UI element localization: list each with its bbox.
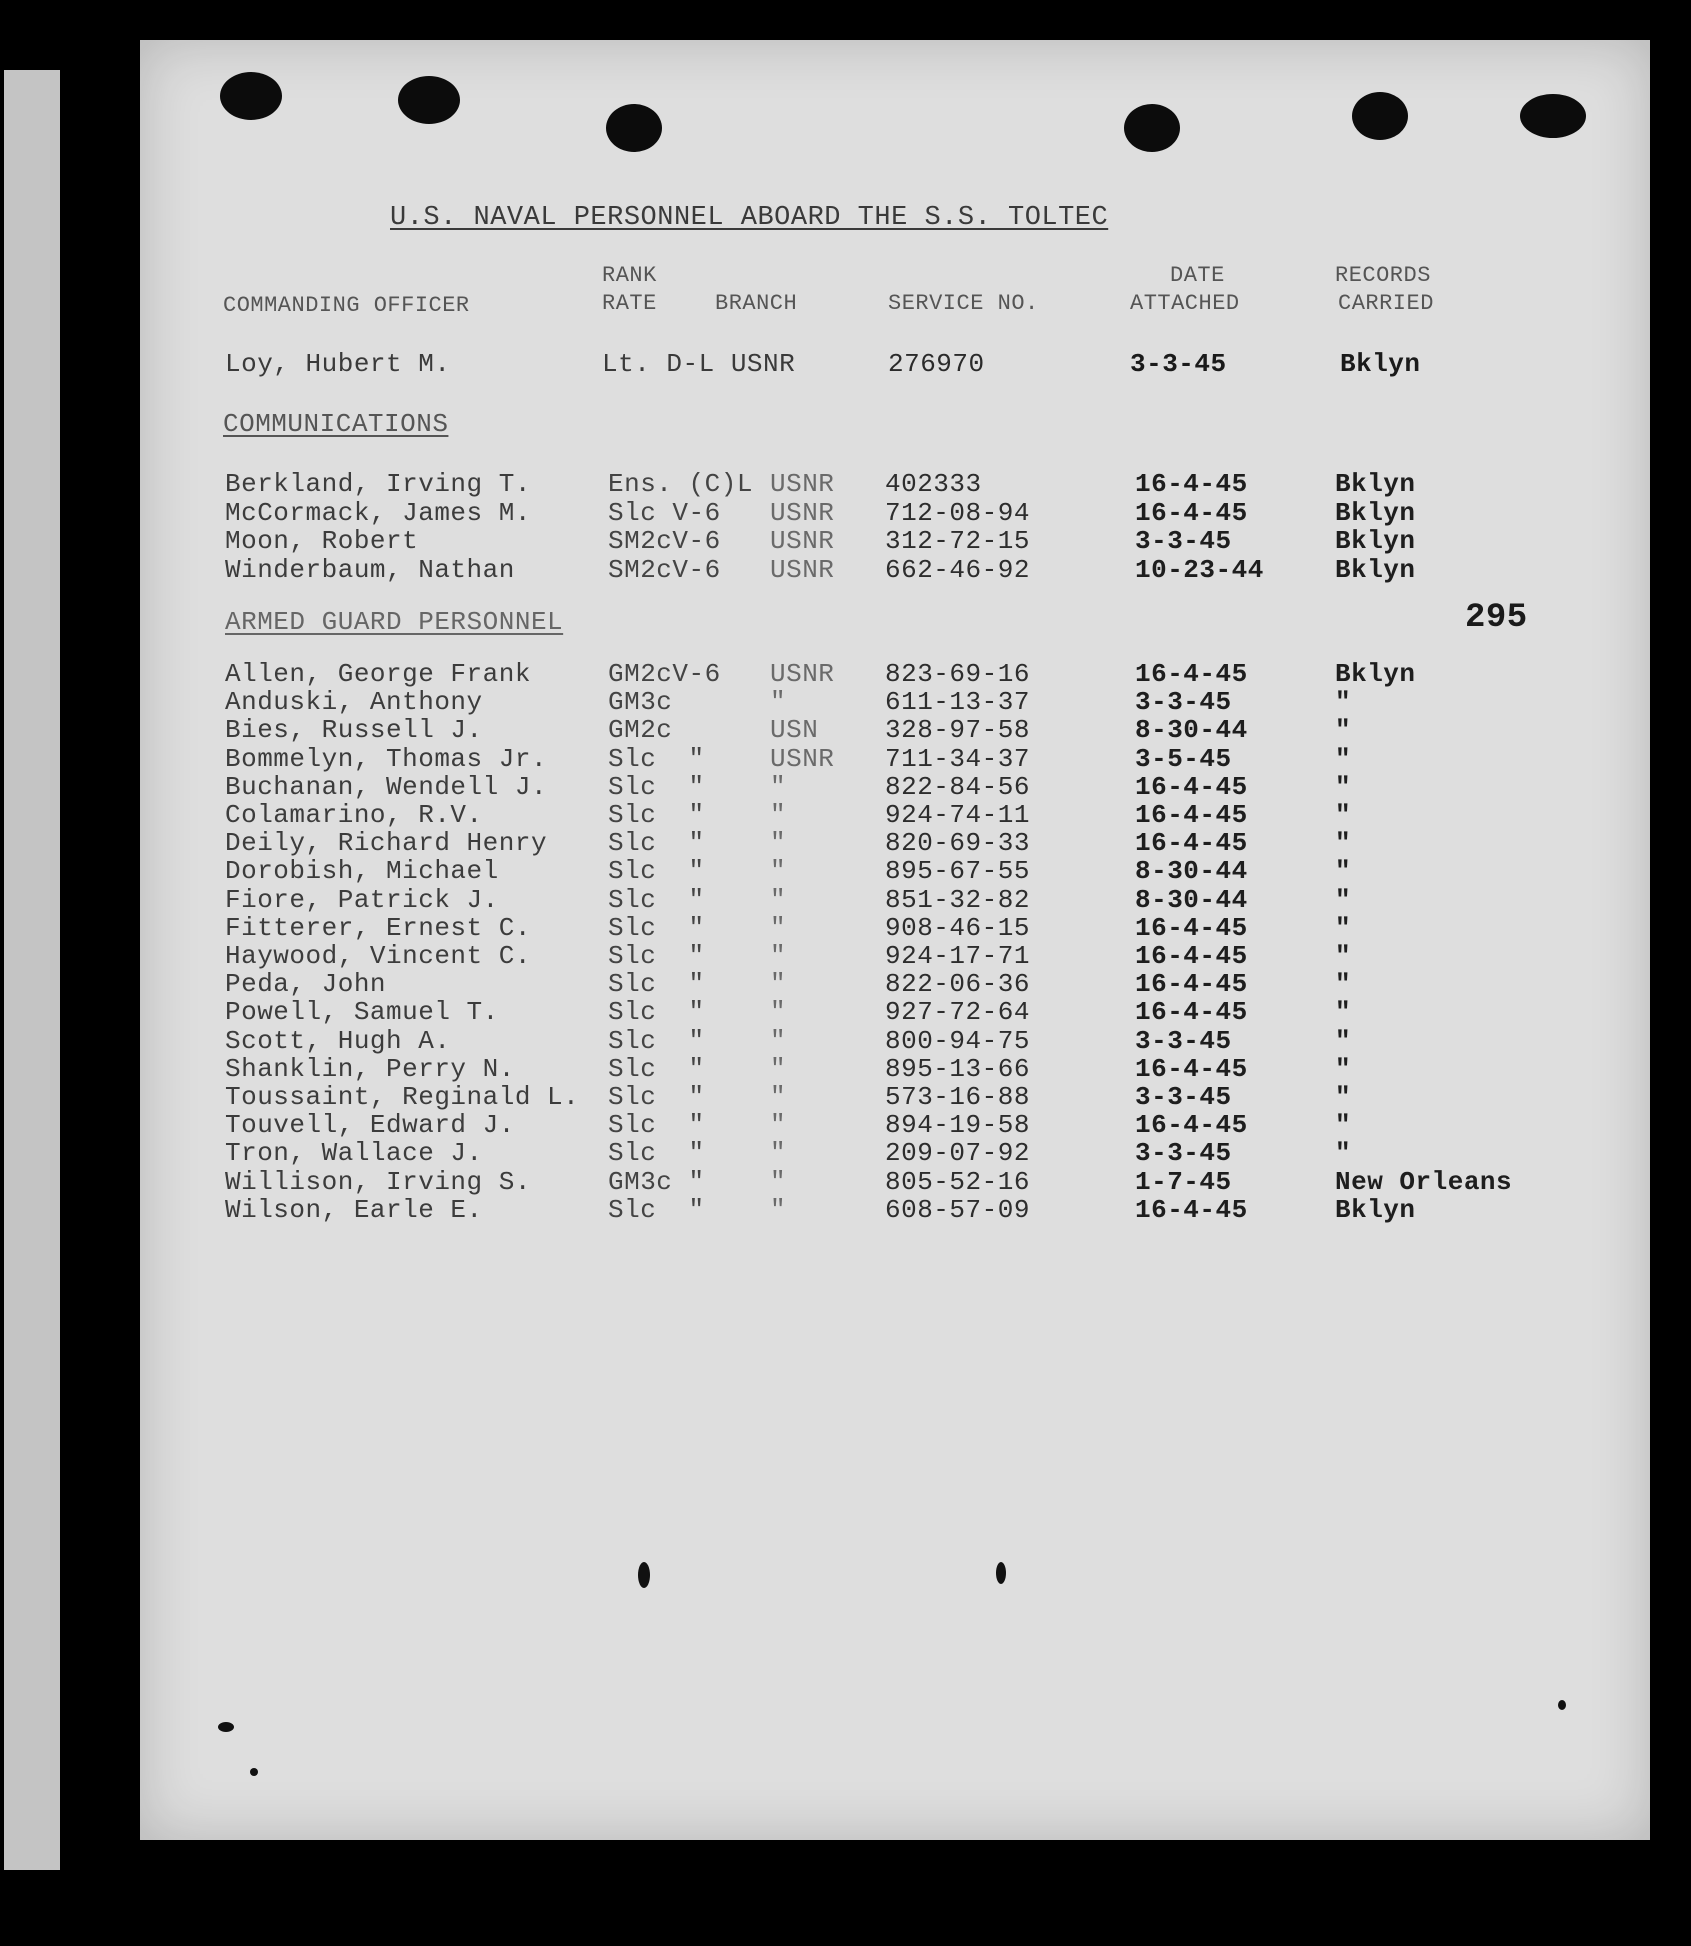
personnel-date-attached: 16-4-45 (1135, 1110, 1248, 1141)
personnel-records-carried: " (1335, 1138, 1352, 1169)
personnel-rate: Slc " (608, 828, 705, 859)
personnel-rate: GM2cV-6 (608, 659, 721, 689)
header-records: RECORDS (1335, 263, 1431, 288)
personnel-row (140, 716, 1650, 744)
personnel-name: Bommelyn, Thomas Jr. (225, 743, 548, 774)
punch-hole-icon (1352, 92, 1408, 140)
personnel-rate: Slc V-6 (608, 497, 721, 528)
personnel-row (140, 1027, 1650, 1055)
personnel-records-carried: " (1335, 997, 1352, 1028)
personnel-row (140, 1196, 1650, 1224)
personnel-date-attached: 3-3-45 (1135, 687, 1232, 718)
commanding-officer-row (140, 350, 1650, 378)
document-title: U.S. NAVAL PERSONNEL ABOARD THE S.S. TOLTEC (390, 203, 1109, 233)
personnel-branch: " (770, 828, 787, 859)
personnel-name: Willison, Irving S. (225, 1166, 531, 1197)
personnel-row (140, 527, 1650, 555)
personnel-name: Tron, Wallace J. (225, 1138, 483, 1169)
personnel-records-carried: Bklyn (1335, 1194, 1416, 1225)
personnel-service-no: 805-52-16 (885, 1166, 1030, 1197)
personnel-service-no: 823-69-16 (885, 659, 1030, 689)
personnel-branch: " (770, 1025, 787, 1056)
personnel-branch: USNR (770, 497, 835, 528)
personnel-service-no: 662-46-92 (885, 554, 1030, 585)
personnel-service-no: 611-13-37 (885, 687, 1030, 718)
personnel-branch: USNR (770, 743, 835, 774)
header-carried: CARRIED (1338, 291, 1434, 316)
personnel-branch: " (770, 800, 787, 830)
personnel-records-carried: New Orleans (1335, 1166, 1513, 1197)
personnel-name: Dorobish, Michael (225, 856, 499, 887)
speck-mark (996, 1562, 1006, 1584)
personnel-date-attached: 3-3-45 (1135, 1082, 1232, 1112)
personnel-records-carried: " (1335, 856, 1352, 887)
personnel-records-carried: " (1335, 1053, 1352, 1084)
personnel-branch: " (770, 687, 787, 718)
personnel-date-attached: 16-4-45 (1135, 469, 1248, 499)
personnel-branch: " (770, 941, 787, 971)
personnel-date-attached: 16-4-45 (1135, 771, 1248, 802)
personnel-rate: Ens. (C)L (608, 469, 753, 499)
personnel-rate: Slc " (608, 997, 705, 1028)
personnel-branch: " (770, 912, 787, 943)
personnel-service-no: 908-46-15 (885, 912, 1030, 943)
personnel-rate: Slc " (608, 912, 705, 943)
personnel-service-no: 895-67-55 (885, 856, 1030, 887)
personnel-name: Bies, Russell J. (225, 715, 483, 746)
personnel-service-no: 711-34-37 (885, 743, 1030, 774)
personnel-date-attached: 8-30-44 (1135, 884, 1248, 915)
personnel-row (140, 1083, 1650, 1111)
personnel-name: Moon, Robert (225, 526, 419, 556)
personnel-row (140, 914, 1650, 942)
personnel-service-no: 608-57-09 (885, 1194, 1030, 1225)
personnel-name: Deily, Richard Henry (225, 828, 548, 859)
personnel-service-no: 312-72-15 (885, 526, 1030, 556)
personnel-rate: Slc " (608, 1025, 705, 1056)
personnel-branch: " (770, 771, 787, 802)
header-attached: ATTACHED (1130, 291, 1240, 316)
personnel-rate: Slc " (608, 1194, 705, 1225)
personnel-rate: GM2c (608, 715, 673, 746)
personnel-service-no: 573-16-88 (885, 1082, 1030, 1112)
personnel-name: Scott, Hugh A. (225, 1025, 451, 1056)
personnel-row (140, 773, 1650, 801)
personnel-name: Winderbaum, Nathan (225, 554, 515, 585)
personnel-name: Colamarino, R.V. (225, 800, 483, 830)
personnel-branch: USNR (770, 526, 835, 556)
personnel-records-carried: " (1335, 687, 1352, 718)
personnel-records-carried: " (1335, 828, 1352, 859)
personnel-row (140, 886, 1650, 914)
personnel-date-attached: 16-4-45 (1135, 997, 1248, 1028)
personnel-date-attached: 16-4-45 (1135, 912, 1248, 943)
personnel-name: Fiore, Patrick J. (225, 884, 499, 915)
personnel-rate: Slc " (608, 1110, 705, 1141)
personnel-name: Berkland, Irving T. (225, 469, 531, 499)
film-edge-strip (4, 70, 60, 1870)
personnel-branch: " (770, 884, 787, 915)
personnel-row (140, 829, 1650, 857)
personnel-rate: Slc " (608, 941, 705, 971)
personnel-name: Fitterer, Ernest C. (225, 912, 531, 943)
document-page (140, 40, 1650, 1840)
personnel-branch: " (770, 1166, 787, 1197)
personnel-row (140, 801, 1650, 829)
personnel-row (140, 1111, 1650, 1139)
personnel-branch: USNR (770, 469, 835, 499)
personnel-date-attached: 3-3-45 (1135, 526, 1232, 556)
personnel-records-carried: Bklyn (1335, 659, 1416, 689)
personnel-row (140, 1055, 1650, 1083)
personnel-service-no: 800-94-75 (885, 1025, 1030, 1056)
punch-hole-icon (1124, 104, 1180, 152)
personnel-rate: SM2cV-6 (608, 526, 721, 556)
personnel-branch: " (770, 1110, 787, 1141)
personnel-records-carried: " (1335, 715, 1352, 746)
personnel-date-attached: 3-3-45 (1135, 1138, 1232, 1169)
personnel-row (140, 1168, 1650, 1196)
personnel-records-carried: " (1335, 1082, 1352, 1112)
personnel-records-carried: Bklyn (1335, 497, 1416, 528)
punch-hole-icon (606, 104, 662, 152)
personnel-date-attached: 8-30-44 (1135, 715, 1248, 746)
speck-mark (250, 1768, 258, 1776)
personnel-row (140, 499, 1650, 527)
personnel-name: Anduski, Anthony (225, 687, 483, 718)
personnel-records-carried: " (1335, 969, 1352, 1000)
personnel-rate: GM3c (608, 687, 673, 718)
personnel-row (140, 556, 1650, 584)
officer-date: 3-3-45 (1130, 349, 1227, 379)
personnel-name: Powell, Samuel T. (225, 997, 499, 1028)
personnel-records-carried: Bklyn (1335, 526, 1416, 556)
personnel-service-no: 895-13-66 (885, 1053, 1030, 1084)
speck-mark (218, 1722, 234, 1732)
communications-heading: COMMUNICATIONS (223, 409, 449, 439)
personnel-name: Toussaint, Reginald L. (225, 1082, 580, 1112)
personnel-records-carried: " (1335, 743, 1352, 774)
personnel-name: Wilson, Earle E. (225, 1194, 483, 1225)
personnel-rate: Slc " (608, 884, 705, 915)
header-rank: RANK (602, 263, 657, 288)
speck-mark (1558, 1700, 1566, 1710)
personnel-name: Peda, John (225, 969, 387, 1000)
personnel-date-attached: 1-7-45 (1135, 1166, 1232, 1197)
personnel-name: Allen, George Frank (225, 659, 531, 689)
personnel-service-no: 924-74-11 (885, 800, 1030, 830)
personnel-service-no: 822-06-36 (885, 969, 1030, 1000)
personnel-row (140, 857, 1650, 885)
punch-hole-icon (398, 76, 460, 124)
personnel-date-attached: 8-30-44 (1135, 856, 1248, 887)
personnel-branch: " (770, 1053, 787, 1084)
personnel-service-no: 822-84-56 (885, 771, 1030, 802)
personnel-records-carried: Bklyn (1335, 554, 1416, 585)
personnel-records-carried: " (1335, 912, 1352, 943)
personnel-rate: Slc " (608, 1138, 705, 1169)
personnel-row (140, 970, 1650, 998)
personnel-row (140, 1139, 1650, 1167)
personnel-name: Touvell, Edward J. (225, 1110, 515, 1141)
personnel-date-attached: 16-4-45 (1135, 1053, 1248, 1084)
header-branch: BRANCH (715, 291, 798, 316)
personnel-row (140, 660, 1650, 688)
personnel-date-attached: 10-23-44 (1135, 554, 1264, 585)
personnel-name: Shanklin, Perry N. (225, 1053, 515, 1084)
officer-service-no: 276970 (888, 349, 985, 379)
personnel-date-attached: 16-4-45 (1135, 497, 1248, 528)
personnel-service-no: 402333 (885, 469, 982, 499)
personnel-branch: " (770, 1138, 787, 1169)
personnel-service-no: 712-08-94 (885, 497, 1030, 528)
personnel-rate: Slc " (608, 969, 705, 1000)
personnel-row (140, 942, 1650, 970)
personnel-rate: Slc " (608, 1053, 705, 1084)
personnel-rate: Slc " (608, 1082, 705, 1112)
officer-rate: Lt. D-L USNR (602, 349, 796, 379)
personnel-service-no: 924-17-71 (885, 941, 1030, 971)
personnel-branch: USNR (770, 659, 835, 689)
personnel-service-no: 820-69-33 (885, 828, 1030, 859)
page-number: 295 (1465, 599, 1528, 637)
header-date: DATE (1170, 263, 1225, 288)
personnel-branch: " (770, 1194, 787, 1225)
personnel-date-attached: 3-3-45 (1135, 1025, 1232, 1056)
personnel-rate: SM2cV-6 (608, 554, 721, 585)
personnel-date-attached: 16-4-45 (1135, 941, 1248, 971)
personnel-date-attached: 3-5-45 (1135, 743, 1232, 774)
personnel-date-attached: 16-4-45 (1135, 800, 1248, 830)
personnel-records-carried: " (1335, 800, 1352, 830)
personnel-records-carried: " (1335, 1025, 1352, 1056)
personnel-records-carried: " (1335, 941, 1352, 971)
personnel-service-no: 894-19-58 (885, 1110, 1030, 1141)
personnel-branch: " (770, 969, 787, 1000)
personnel-service-no: 328-97-58 (885, 715, 1030, 746)
officer-name: Loy, Hubert M. (225, 349, 451, 379)
personnel-rate: Slc " (608, 743, 705, 774)
personnel-branch: " (770, 997, 787, 1028)
personnel-service-no: 209-07-92 (885, 1138, 1030, 1169)
officer-records: Bklyn (1340, 349, 1421, 379)
personnel-name: Buchanan, Wendell J. (225, 771, 548, 802)
personnel-rate: GM3c " (608, 1166, 705, 1197)
personnel-records-carried: " (1335, 1110, 1352, 1141)
personnel-records-carried: Bklyn (1335, 469, 1416, 499)
personnel-service-no: 851-32-82 (885, 884, 1030, 915)
personnel-records-carried: " (1335, 884, 1352, 915)
speck-mark (638, 1562, 650, 1588)
personnel-row (140, 998, 1650, 1026)
personnel-date-attached: 16-4-45 (1135, 828, 1248, 859)
header-commanding-officer: COMMANDING OFFICER (223, 293, 470, 318)
personnel-rate: Slc " (608, 771, 705, 802)
punch-hole-icon (220, 72, 282, 120)
personnel-date-attached: 16-4-45 (1135, 969, 1248, 1000)
personnel-row (140, 745, 1650, 773)
personnel-service-no: 927-72-64 (885, 997, 1030, 1028)
personnel-branch: " (770, 1082, 787, 1112)
personnel-date-attached: 16-4-45 (1135, 659, 1248, 689)
personnel-row (140, 688, 1650, 716)
header-rate: RATE (602, 291, 657, 316)
personnel-date-attached: 16-4-45 (1135, 1194, 1248, 1225)
armed-guard-heading: ARMED GUARD PERSONNEL (225, 607, 564, 637)
personnel-row (140, 470, 1650, 498)
personnel-name: Haywood, Vincent C. (225, 941, 531, 971)
punch-hole-icon (1520, 94, 1586, 138)
personnel-branch: USN (770, 715, 819, 746)
personnel-records-carried: " (1335, 771, 1352, 802)
personnel-branch: USNR (770, 554, 835, 585)
personnel-rate: Slc " (608, 800, 705, 830)
personnel-rate: Slc " (608, 856, 705, 887)
header-service-no: SERVICE NO. (888, 291, 1039, 316)
personnel-branch: " (770, 856, 787, 887)
personnel-name: McCormack, James M. (225, 497, 531, 528)
